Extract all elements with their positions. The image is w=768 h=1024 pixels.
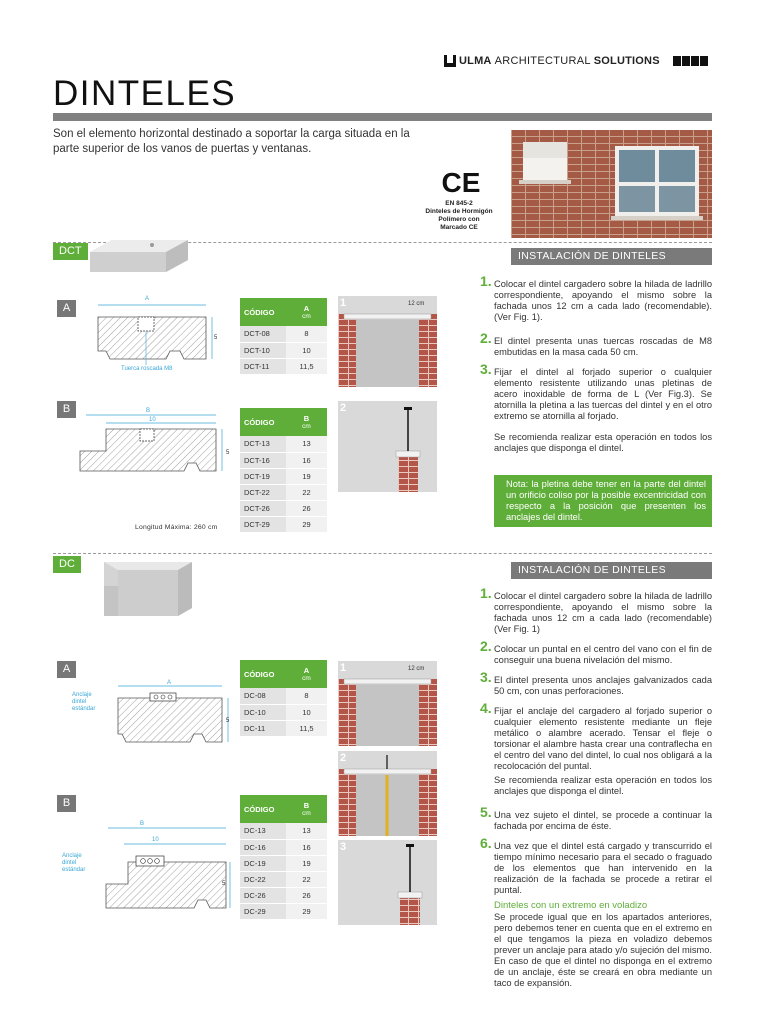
brand-solutions: SOLUTIONS [593, 55, 660, 67]
dc-step-4: 4. Fijar el anclaje del cargadero al forjado superior o cualquier elemento resistente mediante un fleje metálico o alambre acerado. Tensar el fleje o torsionar el alambre hasta crear una contraflecha en el centro del vano del dintel, lo cual nos obligará a la recolocación del puntal. [480, 700, 712, 771]
dc-tag: DC [53, 556, 81, 573]
dc-step-5: 5. Una vez sujeto el dintel, se procede a continuar la fachada por encima de éste. [480, 804, 712, 831]
brand-name: ULMA [459, 55, 492, 67]
table-row: DCT-19 19 [240, 468, 327, 484]
dc-figure-1: 1 12 cm [338, 661, 437, 746]
col-a: A cm [286, 298, 327, 326]
table-row: DC-22 22 [240, 871, 327, 887]
table-row: DCT-16 16 [240, 452, 327, 468]
dc-b-table: CÓDIGO B cm DC-13 13 DC-16 16 DC-19 19 DC-22 22 DC-26 26 DC-29 29 [240, 795, 327, 920]
brand-logo [444, 55, 708, 67]
facade-photo [511, 130, 712, 238]
dc-a-label: A [57, 661, 76, 678]
dc-figure-2: 2 [338, 751, 437, 836]
dc-a-drawing [110, 676, 235, 756]
dc-a-caption: Anclaje dintel estándar [72, 692, 96, 712]
table-row: DC-08 8 [240, 688, 327, 704]
ce-mark-icon: CE [441, 167, 481, 198]
table-row: DC-10 10 [240, 704, 327, 720]
dc-cantilever-title: Dinteles con un extremo en voladizo [494, 900, 648, 911]
table-row: DCT-29 29 [240, 516, 327, 532]
table-row: DC-11 11,5 [240, 720, 327, 736]
table-row: DCT-13 13 [240, 436, 327, 452]
page-title: DINTELES [53, 74, 237, 113]
table-row: DCT-11 11,5 [240, 358, 327, 374]
dc-product-image [88, 556, 196, 620]
brand-squares-icon [673, 56, 708, 66]
dc-recommend: Se recomienda realizar esta operación en todos los anclajes que disponga el dintel. [494, 775, 712, 796]
dct-b-table: CÓDIGO B cm DCT-13 13 DCT-16 16 DCT-19 19 DCT-22 22 DCT-26 26 DCT-29 29 [240, 408, 327, 533]
dct-recommend: Se recomienda realizar esta operación en todos los anclajes que disponga el dintel. [494, 432, 712, 453]
dc-figure-3: 3 [338, 840, 437, 925]
dct-b-dim-side: 5 [226, 450, 230, 456]
table-row: DCT-22 22 [240, 484, 327, 500]
table-row: DC-13 13 [240, 823, 327, 839]
dct-a-dim-side: 5 [214, 335, 218, 341]
table-row: DCT-08 8 [240, 326, 327, 342]
table-row: DCT-26 26 [240, 500, 327, 516]
dct-b-dim-b: B [146, 408, 151, 414]
dct-a-table [240, 298, 327, 375]
table-row: DC-16 16 [240, 839, 327, 855]
dc-step-2: 2. Colocar un puntal en el centro del vano con el fin de conseguir una buena nivelación del mismo. [480, 638, 712, 665]
section-divider [53, 553, 712, 554]
dct-b-dim-10: 10 [149, 417, 156, 423]
col-codigo: CÓDIGO [240, 298, 286, 326]
dct-figure-2: 2 [338, 401, 437, 492]
dct-note: Nota: la pletina debe tener en la parte del dintel un orificio coliso por la posible excentricidad con respecto a la posición que presenten los anclajes del dintel. [494, 475, 712, 527]
dc-a-table: CÓDIGO A cm DC-08 8 DC-10 10 DC-11 11,5 [240, 660, 327, 737]
table-row: DC-19 19 [240, 855, 327, 871]
figure-number: 1 [340, 297, 347, 309]
dct-tag: DCT [53, 243, 88, 260]
dct-step-1: 1. Colocar el dintel cargadero sobre la hilada de ladrillo correspondiente, apoyando el mismo sobre la fachada unos 12 cm a cada lado (recomendable). (Ver Fig. 1). [480, 273, 712, 322]
ulma-logo-icon [444, 55, 456, 67]
ce-caption: EN 845-2 Dinteles de Hormigón Polímero con Marcado CE [425, 200, 493, 231]
dct-step-3: 3. Fijar el dintel al forjado superior o cualquier elemento resistente utilizando unas pletinas de acero inoxidable de forma de L (Ver Fig.3). Se atornilla la pletina a las tuercas del dintel y en el otro extremo se atornilla al forjado. [480, 361, 712, 421]
dct-max-length: Longitud Máxima: 260 cm [135, 524, 218, 531]
dct-product-image [88, 238, 190, 278]
table-row: DCT-10 10 [240, 342, 327, 358]
intro-text: Son el elemento horizontal destinado a soportar la carga situada en la parte superior de los vanos de puertas y ventanas. [53, 128, 410, 155]
dc-cantilever-text: Se procede igual que en los apartados anteriores, pero debemos tener en cuenta que en el extremo en el que tengamos la pieza en voladizo debemos prever un anclaje para atado y/o sujeción del mismo. En caso de que el dintel no disponga en el extremo de un anclaje, éste se creará en obra mediante un taco de expansión. [494, 912, 712, 988]
dct-b-label: B [57, 401, 76, 418]
dc-step-3: 3. El dintel presenta unos anclajes galvanizados cada 50 cm, con unas perforaciones. [480, 669, 712, 696]
dct-b-drawing [76, 403, 226, 483]
dc-section-head: INSTALACIÓN DE DINTELES [511, 562, 712, 579]
dc-b-drawing [100, 818, 236, 918]
table-row: DC-26 26 [240, 887, 327, 903]
dct-step-2: 2. El dintel presenta unas tuercas roscadas de M8 embutidas en la masa cada 50 cm. [480, 330, 712, 357]
dct-a-dim-a: A [145, 296, 150, 302]
dct-figure-1: 1 12 cm [338, 296, 437, 387]
title-divider [53, 113, 712, 121]
dct-a-caption: Tuerca roscada M8 [121, 366, 173, 372]
dc-step-6: 6. Una vez que el dintel está cargado y transcurrido el tiempo mínimo necesario para el secado o fraguado de los elementos que han intervenido en la realización de la fachada se procede a retirar el puntal. [480, 835, 712, 895]
table-row: DC-29 29 [240, 903, 327, 919]
dc-b-label: B [57, 795, 76, 812]
dc-step-1: 1. Colocar el dintel cargadero sobre la hilada de ladrillo correspondiente, apoyando el mismo sobre la fachada unos 12 cm a cada lado (recomendable) (Ver Fig. 1) [480, 585, 712, 634]
dct-section-head: INSTALACIÓN DE DINTELES [511, 248, 712, 265]
dc-b-caption: Anclaje dintel estándar [62, 853, 86, 873]
dct-a-label: A [57, 300, 76, 317]
brand-architectural: ARCHITECTURAL [494, 55, 591, 67]
